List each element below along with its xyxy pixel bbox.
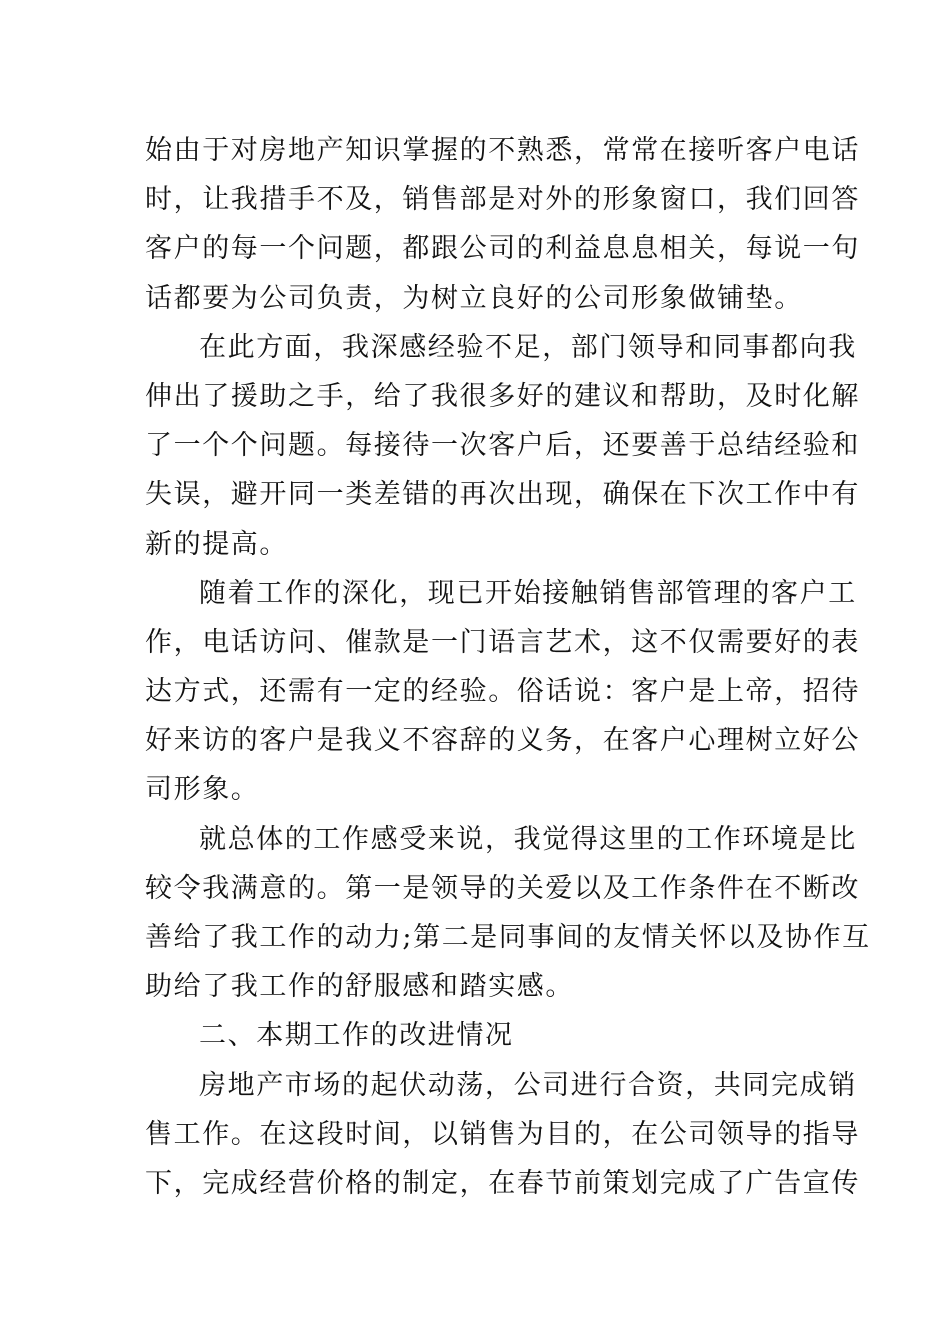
paragraph (145, 815, 871, 1012)
section-heading (145, 1011, 810, 1060)
text-line: 售工作。在这段时间，以销售为目的，在公司领导的指导 (145, 1118, 860, 1150)
text-line: 助给了我工作的舒服感和踏实感。 (145, 971, 574, 1003)
text-line: 新的提高。 (145, 528, 288, 560)
text-line: 伸出了援助之手，给了我很多好的建议和帮助，及时化解 (145, 380, 860, 412)
paragraph (145, 1061, 860, 1209)
text-line: 时，让我措手不及，销售部是对外的形象窗口，我们回答 (145, 184, 860, 216)
paragraph (145, 126, 860, 323)
text-line: 善给了我工作的动力;第二是同事间的友情关怀以及协作互 (145, 922, 871, 953)
text-line: 较令我满意的。第一是领导的关爱以及工作条件在不断改 (145, 872, 860, 904)
heading-text: 二、本期工作的改进情况 (199, 1020, 514, 1052)
text-line: 房地产市场的起伏动荡，公司进行合资，共同完成销 (199, 1069, 857, 1101)
text-line: 司形象。 (145, 774, 260, 806)
text-line: 达方式，还需有一定的经验。俗话说：客户是上帝，招待 (145, 676, 860, 708)
text-line: 随着工作的深化，现已开始接触销售部管理的客户工 (199, 577, 857, 609)
text-line: 下，完成经营价格的制定，在春节前策划完成了广告宣传 (145, 1167, 860, 1199)
text-line: 作，电话访问、催款是一门语言艺术，这不仅需要好的表 (145, 626, 860, 658)
text-line: 始由于对房地产知识掌握的不熟悉，常常在接听客户电话 (145, 135, 860, 166)
paragraph (145, 323, 860, 569)
text-line: 好来访的客户是我义不容辞的义务，在客户心理树立好公 (145, 725, 860, 757)
text-line: 失误，避开同一类差错的再次出现，确保在下次工作中有 (145, 479, 860, 511)
document-body (145, 126, 871, 1208)
paragraph (145, 569, 860, 815)
text-line: 了一个个问题。每接待一次客户后，还要善于总结经验和 (145, 430, 860, 462)
text-line: 就总体的工作感受来说，我觉得这里的工作环境是比 (199, 823, 857, 855)
text-line: 客户的每一个问题，都跟公司的利益息息相关，每说一句 (145, 233, 860, 265)
text-line: 在此方面，我深感经验不足，部门领导和同事都向我 (199, 331, 857, 363)
text-line: 话都要为公司负责，为树立良好的公司形象做铺垫。 (145, 282, 803, 314)
